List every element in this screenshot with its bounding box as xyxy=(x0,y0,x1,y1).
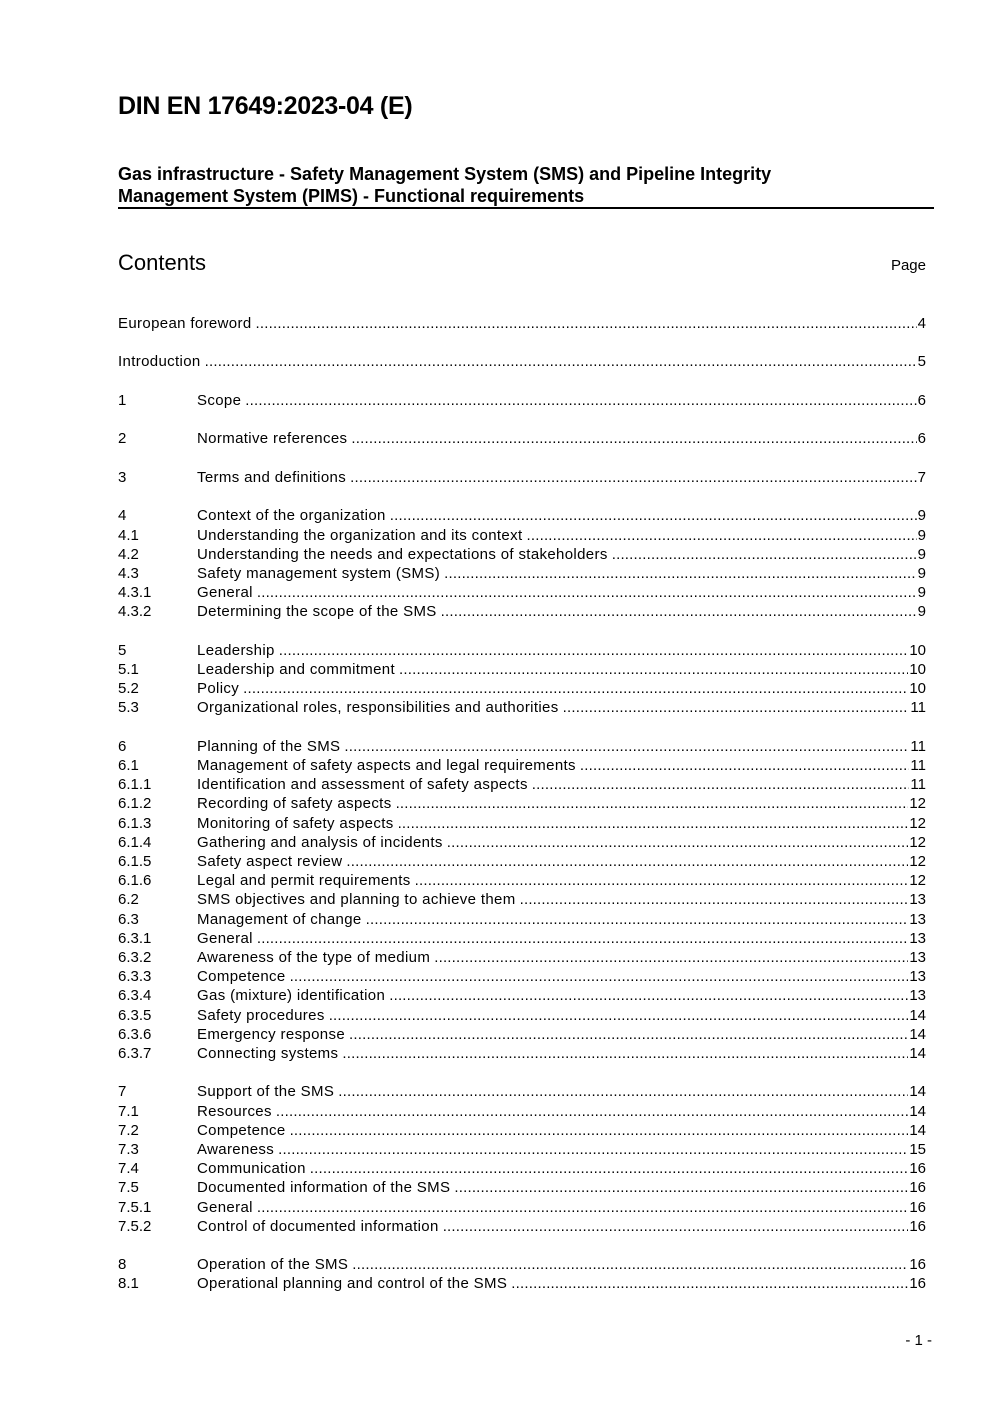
toc-leader-dots xyxy=(441,602,917,621)
toc-entry-page: 14 xyxy=(909,1006,926,1024)
toc-entry-title: Operation of the SMS xyxy=(197,1256,349,1274)
toc-entry-title: General xyxy=(197,929,253,947)
toc-entry-title: Control of documented information xyxy=(197,1217,439,1235)
toc-entry-number: 6.3.2 xyxy=(118,948,152,966)
toc-entry[interactable] xyxy=(118,1044,926,1063)
toc-entry-page: 5 xyxy=(917,353,926,371)
toc-entry[interactable] xyxy=(118,737,926,756)
toc-entry[interactable] xyxy=(118,929,926,948)
toc-entry-page: 6 xyxy=(917,391,926,409)
toc-entry-page: 11 xyxy=(910,776,926,794)
toc-entry-title: Leadership xyxy=(197,641,275,659)
toc-entry[interactable] xyxy=(118,429,926,448)
toc-entry[interactable] xyxy=(118,1178,926,1197)
toc-entry-number: 5 xyxy=(118,641,127,659)
toc-entry-number: 5.3 xyxy=(118,699,139,717)
document-title: DIN EN 17649:2023-04 (E) xyxy=(118,92,413,120)
toc-entry[interactable] xyxy=(118,352,926,371)
toc-entry-number: 6.1.1 xyxy=(118,776,152,794)
toc-entry-title: Understanding the organization and its context xyxy=(197,526,523,544)
toc-entry[interactable] xyxy=(118,679,926,698)
toc-entry-number: 7.5.2 xyxy=(118,1217,152,1235)
toc-entry[interactable] xyxy=(118,564,926,583)
toc-entry-title: European foreword xyxy=(118,315,252,332)
toc-leader-dots xyxy=(434,948,908,967)
toc-leader-dots xyxy=(278,1140,908,1159)
page-column-heading: Page xyxy=(890,257,926,274)
toc-entry-title: Operational planning and control of the SMS xyxy=(197,1275,508,1293)
toc-leader-dots xyxy=(276,1102,908,1121)
toc-leader-dots xyxy=(444,564,917,583)
toc-leader-dots xyxy=(352,1255,908,1274)
toc-entry-page: 12 xyxy=(909,833,926,851)
toc-entry-title: Leadership and commitment xyxy=(197,661,396,679)
toc-entry-title: Organizational roles, responsibilities and authorities xyxy=(197,699,559,717)
toc-entry[interactable] xyxy=(118,1140,926,1159)
toc-leader-dots xyxy=(396,794,909,813)
toc-leader-dots xyxy=(399,660,908,679)
toc-entry[interactable] xyxy=(118,1102,926,1121)
toc-entry-number: 6.1.6 xyxy=(118,872,152,890)
toc-entry-number: 3 xyxy=(118,468,127,486)
toc-leader-dots xyxy=(454,1178,908,1197)
toc-entry-number: 7.2 xyxy=(118,1121,139,1139)
toc-entry-page: 12 xyxy=(909,795,926,813)
toc-leader-dots xyxy=(389,986,908,1005)
toc-entry-title: Emergency response xyxy=(197,1025,346,1043)
toc-entry-title: Management of safety aspects and legal requirements xyxy=(197,757,576,775)
toc-entry[interactable] xyxy=(118,1255,926,1274)
toc-entry-page: 13 xyxy=(909,929,926,947)
toc-entry[interactable] xyxy=(118,391,926,410)
toc-entry-page: 16 xyxy=(909,1256,926,1274)
toc-entry-page: 10 xyxy=(909,661,926,679)
toc-entry-number: 7 xyxy=(118,1083,127,1101)
toc-entry-title: Gathering and analysis of incidents xyxy=(197,833,443,851)
toc-entry-title: SMS objectives and planning to achieve them xyxy=(197,891,516,909)
toc-entry-page: 7 xyxy=(917,468,926,486)
toc-entry[interactable] xyxy=(118,756,926,775)
toc-entry[interactable] xyxy=(118,1217,926,1236)
toc-entry-page: 13 xyxy=(909,968,926,986)
toc-entry-page: 9 xyxy=(917,526,926,544)
toc-entry-number: 6.1 xyxy=(118,757,139,775)
toc-entry-page: 6 xyxy=(917,430,926,448)
toc-leader-dots xyxy=(329,1006,909,1025)
toc-leader-dots xyxy=(346,852,908,871)
subtitle-line-1: Gas infrastructure - Safety Management System (SMS) and Pipeline Integrity xyxy=(118,164,772,184)
toc-entry-page: 15 xyxy=(909,1140,926,1158)
page-number: - 1 - xyxy=(905,1332,932,1349)
toc-entry-title: Awareness xyxy=(197,1140,275,1158)
document-subtitle xyxy=(118,163,934,209)
toc-entry-title: Monitoring of safety aspects xyxy=(197,814,394,832)
toc-entry-page: 12 xyxy=(909,853,926,871)
toc-entry-title: General xyxy=(197,1198,253,1216)
toc-entry-page: 16 xyxy=(909,1198,926,1216)
toc-entry-page: 9 xyxy=(917,564,926,582)
toc-entry[interactable] xyxy=(118,967,926,986)
table-of-contents xyxy=(118,314,926,1294)
toc-entry[interactable] xyxy=(118,910,926,929)
contents-heading: Contents xyxy=(118,250,207,275)
toc-entry-number: 1 xyxy=(118,391,127,409)
toc-entry-page: 4 xyxy=(917,315,926,332)
toc-leader-dots xyxy=(612,545,917,564)
toc-entry[interactable] xyxy=(118,1025,926,1044)
toc-entry-number: 6.1.3 xyxy=(118,814,152,832)
toc-entry-number: 7.1 xyxy=(118,1102,139,1120)
toc-entry[interactable] xyxy=(118,833,926,852)
toc-entry-title: Communication xyxy=(197,1160,306,1178)
toc-entry-title: Context of the organization xyxy=(197,507,386,525)
toc-entry[interactable] xyxy=(118,871,926,890)
toc-entry[interactable] xyxy=(118,506,926,525)
toc-entry-page: 14 xyxy=(909,1025,926,1043)
toc-entry-title: Gas (mixture) identification xyxy=(197,987,386,1005)
toc-entry-number: 4.1 xyxy=(118,526,139,544)
toc-entry-page: 14 xyxy=(909,1121,926,1139)
toc-entry-title: Terms and definitions xyxy=(197,468,347,486)
toc-entry-number: 2 xyxy=(118,430,127,448)
toc-entry-number: 5.2 xyxy=(118,680,139,698)
toc-entry[interactable] xyxy=(118,1159,926,1178)
toc-leader-dots xyxy=(256,314,917,333)
toc-entry[interactable] xyxy=(118,1198,926,1217)
toc-entry-number: 6.3.5 xyxy=(118,1006,152,1024)
toc-entry-number: 7.5.1 xyxy=(118,1198,152,1216)
toc-entry-title: Normative references xyxy=(197,430,348,448)
toc-leader-dots xyxy=(342,1044,908,1063)
toc-entry-number: 7.5 xyxy=(118,1179,139,1197)
toc-leader-dots xyxy=(563,698,910,717)
toc-entry-number: 6.3.4 xyxy=(118,987,152,1005)
toc-entry-number: 4.3.1 xyxy=(118,584,152,602)
toc-entry-page: 16 xyxy=(909,1160,926,1178)
toc-entry[interactable] xyxy=(118,583,926,602)
toc-entry[interactable] xyxy=(118,545,926,564)
toc-entry[interactable] xyxy=(118,660,926,679)
toc-leader-dots xyxy=(366,910,909,929)
toc-leader-dots xyxy=(351,429,916,448)
toc-entry[interactable] xyxy=(118,1121,926,1140)
toc-entry[interactable] xyxy=(118,794,926,813)
toc-leader-dots xyxy=(290,1121,909,1140)
toc-entry-title: Planning of the SMS xyxy=(197,737,341,755)
toc-entry[interactable] xyxy=(118,602,926,621)
toc-entry-number: 6.3.1 xyxy=(118,929,152,947)
toc-entry-number: 6.3 xyxy=(118,910,139,928)
toc-leader-dots xyxy=(511,1274,908,1293)
toc-entry[interactable] xyxy=(118,852,926,871)
toc-entry[interactable] xyxy=(118,890,926,909)
toc-entry-page: 9 xyxy=(917,603,926,621)
toc-leader-dots xyxy=(310,1159,909,1178)
toc-entry-title: Scope xyxy=(197,391,242,409)
toc-entry-number: 6.2 xyxy=(118,891,139,909)
toc-entry-page: 13 xyxy=(909,948,926,966)
toc-entry-title: Management of change xyxy=(197,910,362,928)
toc-leader-dots xyxy=(447,833,909,852)
toc-entry-page: 14 xyxy=(909,1083,926,1101)
toc-entry[interactable] xyxy=(118,775,926,794)
toc-entry[interactable] xyxy=(118,1082,926,1101)
toc-entry-number: 8.1 xyxy=(118,1275,139,1293)
toc-leader-dots xyxy=(338,1082,908,1101)
toc-entry-number: 4.3 xyxy=(118,564,139,582)
toc-entry-title: Competence xyxy=(197,968,286,986)
toc-entry[interactable] xyxy=(118,698,926,717)
toc-entry[interactable] xyxy=(118,986,926,1005)
toc-leader-dots xyxy=(415,871,909,890)
toc-entry[interactable] xyxy=(118,814,926,833)
toc-entry-title: Awareness of the type of medium xyxy=(197,948,431,966)
toc-leader-dots xyxy=(245,391,916,410)
toc-leader-dots xyxy=(257,583,917,602)
toc-entry-page: 16 xyxy=(909,1179,926,1197)
toc-entry-number: 6.1.5 xyxy=(118,853,152,871)
toc-entry-title: Determining the scope of the SMS xyxy=(197,603,437,621)
toc-entry-page: 11 xyxy=(910,757,926,775)
toc-entry-number: 5.1 xyxy=(118,661,139,679)
toc-entry-number: 6.1.4 xyxy=(118,833,152,851)
toc-leader-dots xyxy=(279,641,909,660)
toc-entry[interactable] xyxy=(118,641,926,660)
toc-entry-page: 13 xyxy=(909,987,926,1005)
toc-leader-dots xyxy=(443,1217,909,1236)
toc-entry-title: Legal and permit requirements xyxy=(197,872,411,890)
toc-entry-page: 16 xyxy=(909,1275,926,1293)
toc-entry-title: Resources xyxy=(197,1102,272,1120)
toc-entry-title: Support of the SMS xyxy=(197,1083,335,1101)
toc-entry-number: 4 xyxy=(118,507,127,525)
toc-entry-number: 7.3 xyxy=(118,1140,139,1158)
toc-entry-number: 6.3.6 xyxy=(118,1025,152,1043)
toc-leader-dots xyxy=(350,468,917,487)
toc-entry-title: Safety management system (SMS) xyxy=(197,564,441,582)
toc-entry[interactable] xyxy=(118,526,926,545)
toc-leader-dots xyxy=(520,890,909,909)
toc-entry-page: 11 xyxy=(910,737,926,755)
toc-entry-title: Competence xyxy=(197,1121,286,1139)
toc-leader-dots xyxy=(526,526,916,545)
toc-entry-title: Recording of safety aspects xyxy=(197,795,392,813)
toc-entry-number: 4.2 xyxy=(118,545,139,563)
toc-entry-title: General xyxy=(197,584,253,602)
toc-entry-number: 6 xyxy=(118,737,127,755)
toc-entry-page: 9 xyxy=(917,584,926,602)
toc-entry-title: Policy xyxy=(197,680,240,698)
toc-entry-page: 16 xyxy=(909,1217,926,1235)
toc-leader-dots xyxy=(257,929,908,948)
toc-entry-page: 14 xyxy=(909,1102,926,1120)
toc-entry-page: 12 xyxy=(909,814,926,832)
toc-entry-page: 13 xyxy=(909,891,926,909)
toc-leader-dots xyxy=(257,1198,908,1217)
toc-entry-title: Understanding the needs and expectations of stakeholders xyxy=(197,545,608,563)
toc-leader-dots xyxy=(344,737,909,756)
toc-entry-page: 10 xyxy=(909,680,926,698)
toc-entry-page: 9 xyxy=(917,545,926,563)
toc-entry-page: 12 xyxy=(909,872,926,890)
toc-entry-title: Documented information of the SMS xyxy=(197,1179,451,1197)
toc-entry-title: Identification and assessment of safety aspects xyxy=(197,776,528,794)
toc-entry-title: Introduction xyxy=(118,353,201,371)
toc-entry[interactable] xyxy=(118,314,926,333)
toc-entry-number: 6.3.7 xyxy=(118,1044,152,1062)
toc-entry-page: 14 xyxy=(909,1044,926,1062)
toc-entry[interactable] xyxy=(118,1274,926,1293)
toc-leader-dots xyxy=(205,352,917,371)
toc-entry-page: 13 xyxy=(909,910,926,928)
toc-entry-number: 6.1.2 xyxy=(118,795,152,813)
toc-entry-page: 9 xyxy=(917,507,926,525)
subtitle-line-2: Management System (PIMS) - Functional requirements xyxy=(118,186,585,206)
toc-entry-title: Connecting systems xyxy=(197,1044,339,1062)
toc-entry-page: 10 xyxy=(909,641,926,659)
toc-entry-number: 6.3.3 xyxy=(118,968,152,986)
toc-leader-dots xyxy=(243,679,908,698)
toc-leader-dots xyxy=(390,506,917,525)
toc-leader-dots xyxy=(290,967,909,986)
toc-entry-title: Safety procedures xyxy=(197,1006,325,1024)
toc-entry-number: 7.4 xyxy=(118,1160,139,1178)
toc-leader-dots xyxy=(532,775,910,794)
toc-entry-number: 8 xyxy=(118,1256,127,1274)
toc-entry[interactable] xyxy=(118,948,926,967)
toc-entry-number: 4.3.2 xyxy=(118,603,152,621)
toc-leader-dots xyxy=(349,1025,908,1044)
toc-leader-dots xyxy=(398,814,909,833)
toc-entry-page: 11 xyxy=(910,699,926,717)
toc-entry-title: Safety aspect review xyxy=(197,853,343,871)
toc-leader-dots xyxy=(580,756,910,775)
toc-entry[interactable] xyxy=(118,1006,926,1025)
toc-entry[interactable] xyxy=(118,468,926,487)
